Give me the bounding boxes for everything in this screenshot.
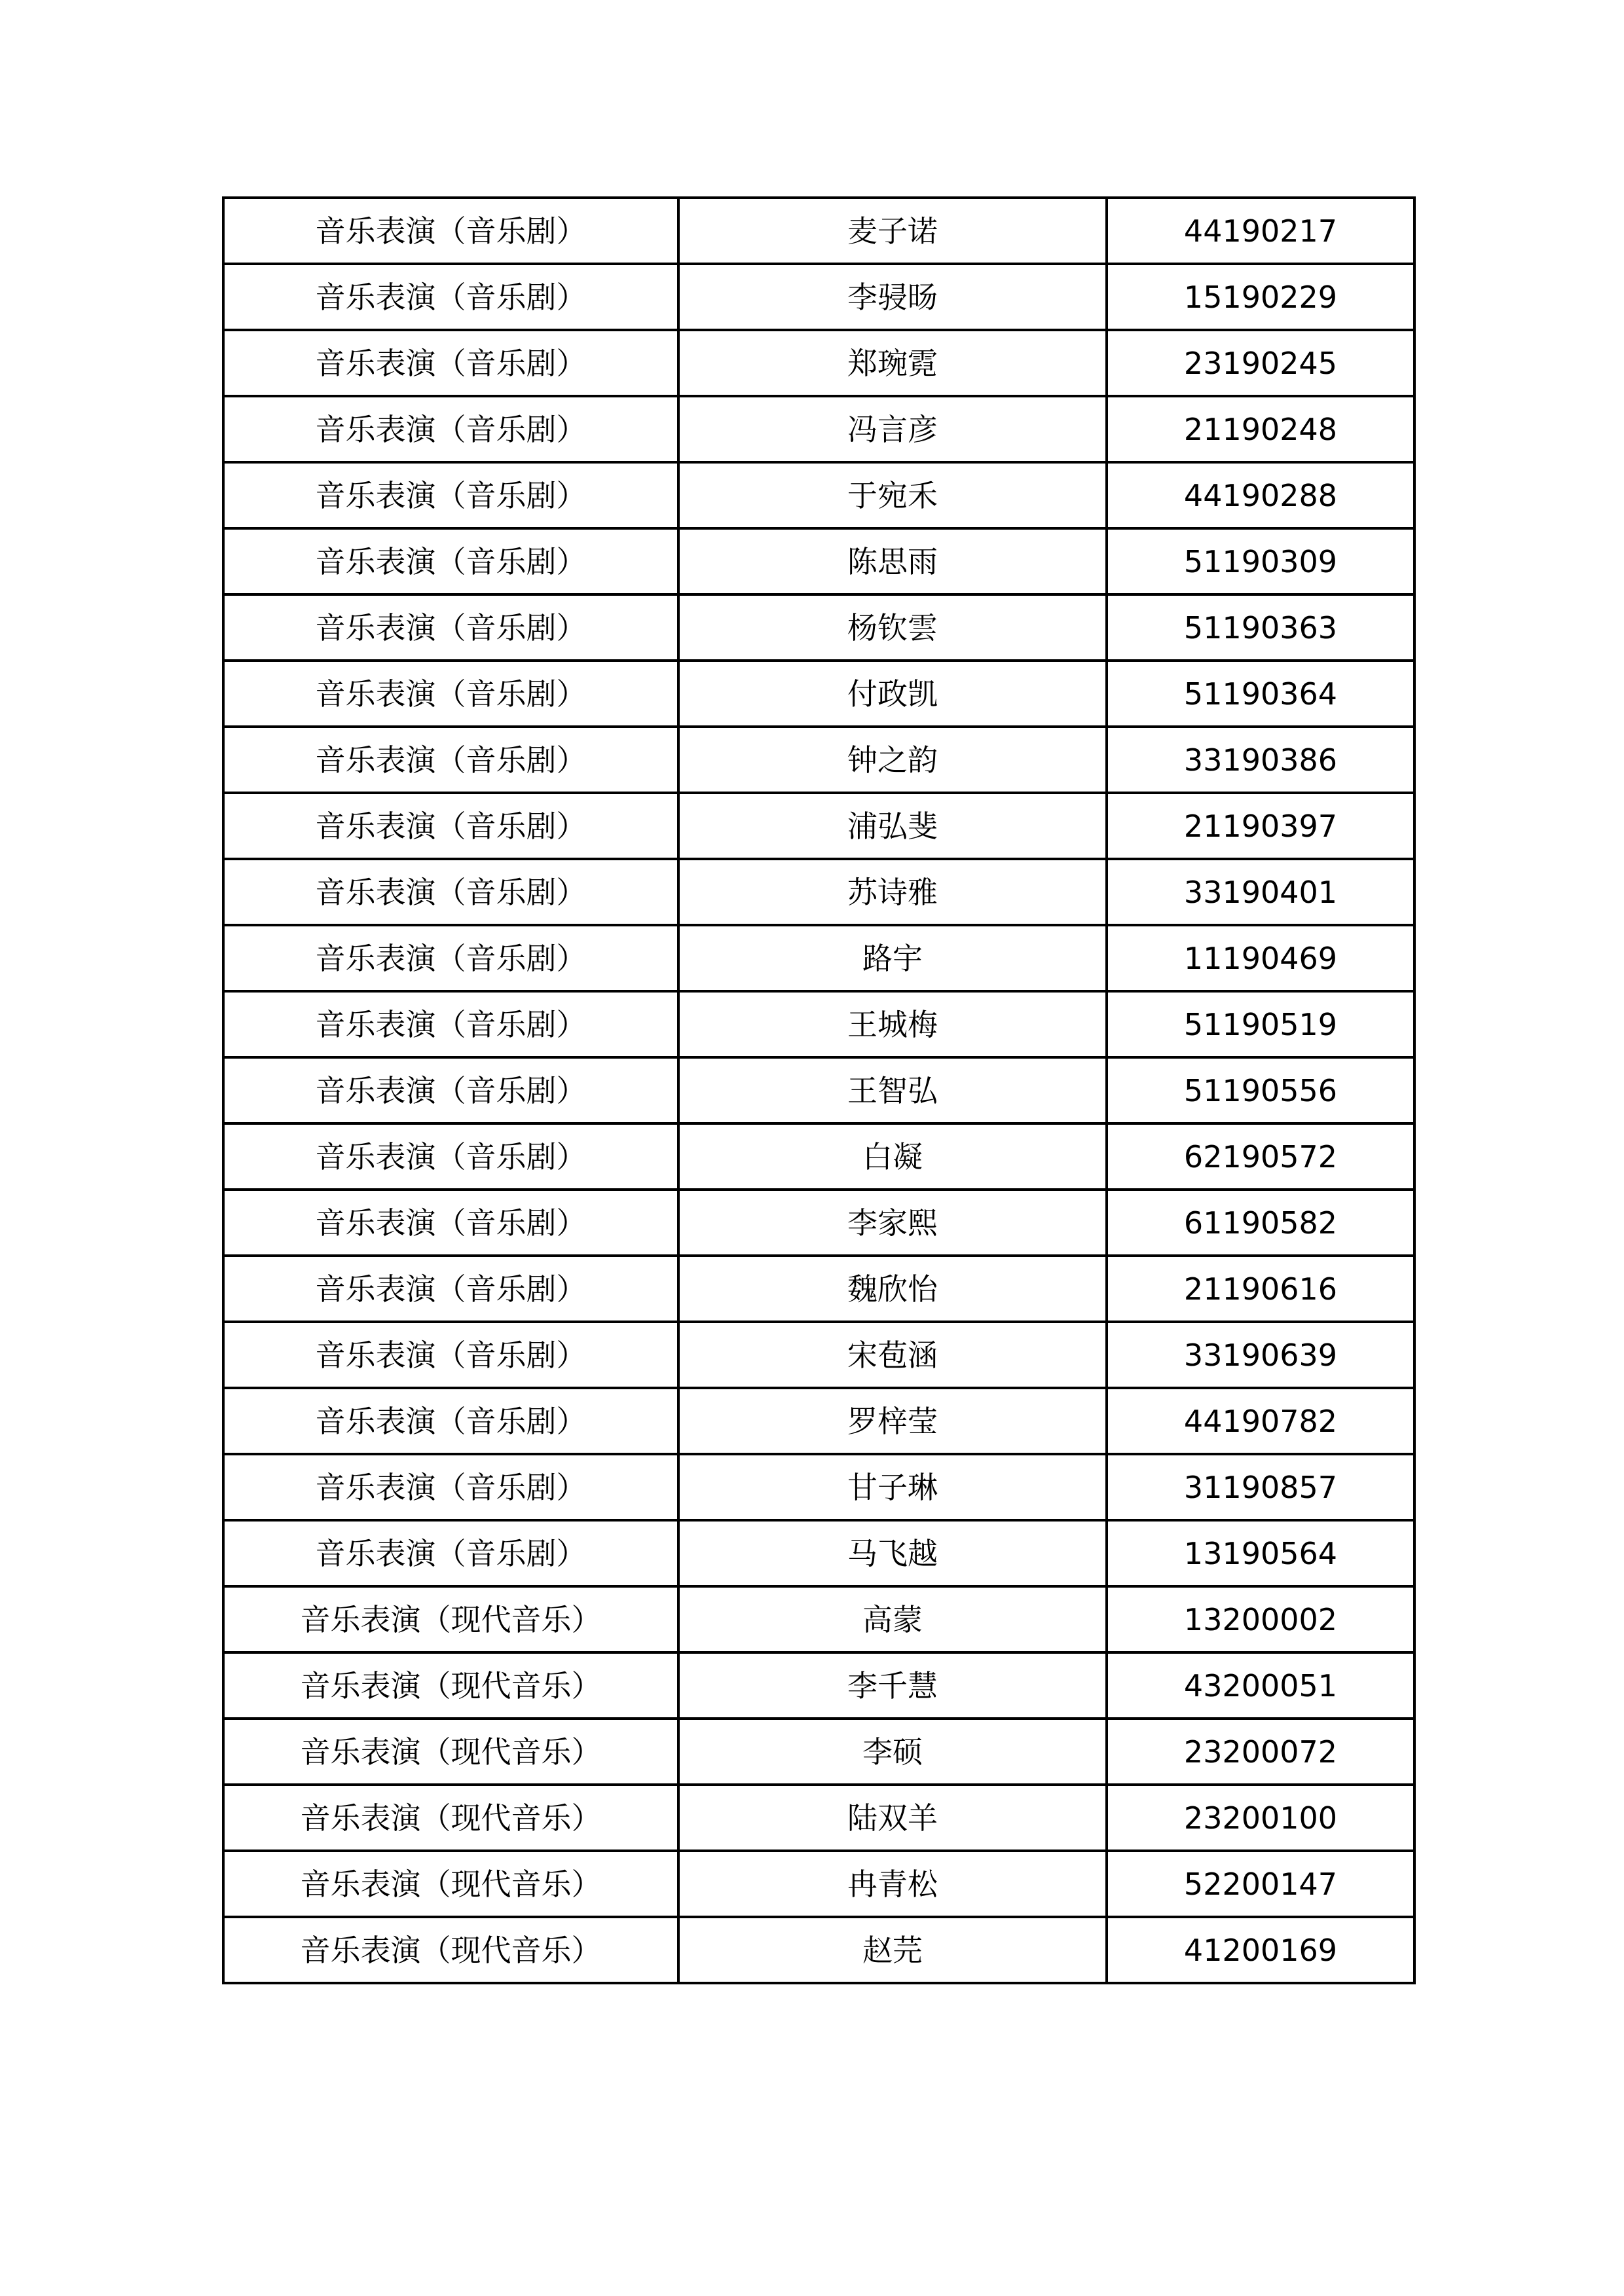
name-cell: 李骎旸 — [678, 264, 1107, 330]
id-cell: 52200147 — [1107, 1851, 1414, 1917]
id-cell: 43200051 — [1107, 1652, 1414, 1719]
name-cell: 李千慧 — [678, 1652, 1107, 1719]
major-cell: 音乐表演（音乐剧） — [223, 264, 678, 330]
name-cell: 陆双羊 — [678, 1785, 1107, 1851]
name-cell: 甘子琳 — [678, 1454, 1107, 1520]
name-cell: 麦子诺 — [678, 198, 1107, 264]
name-cell: 陈思雨 — [678, 528, 1107, 594]
id-cell: 31190857 — [1107, 1454, 1414, 1520]
major-cell: 音乐表演（现代音乐） — [223, 1719, 678, 1785]
table-row — [223, 198, 1414, 264]
table-row — [223, 264, 1414, 330]
name-cell: 路宇 — [678, 925, 1107, 991]
major-cell: 音乐表演（音乐剧） — [223, 661, 678, 727]
name-cell: 高蒙 — [678, 1586, 1107, 1652]
table-row — [223, 1785, 1414, 1851]
table-row — [223, 594, 1414, 661]
table-row — [223, 1322, 1414, 1388]
major-cell: 音乐表演（音乐剧） — [223, 594, 678, 661]
name-cell: 杨钦雲 — [678, 594, 1107, 661]
table-row — [223, 793, 1414, 859]
table-row — [223, 661, 1414, 727]
major-cell: 音乐表演（音乐剧） — [223, 859, 678, 925]
major-cell: 音乐表演（现代音乐） — [223, 1652, 678, 1719]
table-row — [223, 1057, 1414, 1123]
id-cell: 33190386 — [1107, 727, 1414, 793]
id-cell: 61190582 — [1107, 1190, 1414, 1256]
name-cell: 冯言彦 — [678, 396, 1107, 462]
table-row — [223, 528, 1414, 594]
name-cell: 马飞越 — [678, 1520, 1107, 1586]
id-cell: 51190363 — [1107, 594, 1414, 661]
name-cell: 于宛禾 — [678, 462, 1107, 528]
id-cell: 23190245 — [1107, 330, 1414, 396]
major-cell: 音乐表演（音乐剧） — [223, 1520, 678, 1586]
name-cell: 冉青松 — [678, 1851, 1107, 1917]
major-cell: 音乐表演（现代音乐） — [223, 1851, 678, 1917]
name-cell: 罗梓莹 — [678, 1388, 1107, 1454]
id-cell: 21190616 — [1107, 1256, 1414, 1322]
id-cell: 51190556 — [1107, 1057, 1414, 1123]
major-cell: 音乐表演（音乐剧） — [223, 396, 678, 462]
name-cell: 付政凯 — [678, 661, 1107, 727]
name-cell: 李家熙 — [678, 1190, 1107, 1256]
major-cell: 音乐表演（现代音乐） — [223, 1917, 678, 1983]
major-cell: 音乐表演（音乐剧） — [223, 1057, 678, 1123]
id-cell: 21190248 — [1107, 396, 1414, 462]
name-cell: 钟之韵 — [678, 727, 1107, 793]
id-cell: 13200002 — [1107, 1586, 1414, 1652]
name-cell: 苏诗雅 — [678, 859, 1107, 925]
name-cell: 魏欣怡 — [678, 1256, 1107, 1322]
name-cell: 宋苞涵 — [678, 1322, 1107, 1388]
major-cell: 音乐表演（音乐剧） — [223, 1256, 678, 1322]
table-row — [223, 1388, 1414, 1454]
id-cell: 15190229 — [1107, 264, 1414, 330]
table-row — [223, 1917, 1414, 1983]
id-cell: 44190288 — [1107, 462, 1414, 528]
id-cell: 44190217 — [1107, 198, 1414, 264]
name-cell: 白凝 — [678, 1123, 1107, 1190]
major-cell: 音乐表演（音乐剧） — [223, 925, 678, 991]
major-cell: 音乐表演（现代音乐） — [223, 1586, 678, 1652]
major-cell: 音乐表演（音乐剧） — [223, 330, 678, 396]
major-cell: 音乐表演（音乐剧） — [223, 462, 678, 528]
table-row — [223, 396, 1414, 462]
name-cell: 郑琬霓 — [678, 330, 1107, 396]
id-cell: 62190572 — [1107, 1123, 1414, 1190]
major-cell: 音乐表演（音乐剧） — [223, 198, 678, 264]
table-row — [223, 462, 1414, 528]
table-row — [223, 1851, 1414, 1917]
id-cell: 23200072 — [1107, 1719, 1414, 1785]
major-cell: 音乐表演（现代音乐） — [223, 1785, 678, 1851]
table-row — [223, 1652, 1414, 1719]
table-row — [223, 925, 1414, 991]
name-cell: 浦弘斐 — [678, 793, 1107, 859]
table-row — [223, 727, 1414, 793]
table-row — [223, 330, 1414, 396]
major-cell: 音乐表演（音乐剧） — [223, 1388, 678, 1454]
id-cell: 13190564 — [1107, 1520, 1414, 1586]
major-cell: 音乐表演（音乐剧） — [223, 793, 678, 859]
id-cell: 23200100 — [1107, 1785, 1414, 1851]
id-cell: 51190519 — [1107, 991, 1414, 1057]
table-row — [223, 1123, 1414, 1190]
name-cell: 王智弘 — [678, 1057, 1107, 1123]
id-cell: 44190782 — [1107, 1388, 1414, 1454]
table-row — [223, 1256, 1414, 1322]
major-cell: 音乐表演（音乐剧） — [223, 991, 678, 1057]
id-cell: 33190401 — [1107, 859, 1414, 925]
major-cell: 音乐表演（音乐剧） — [223, 1190, 678, 1256]
major-cell: 音乐表演（音乐剧） — [223, 1322, 678, 1388]
table-row — [223, 1520, 1414, 1586]
name-cell: 赵芫 — [678, 1917, 1107, 1983]
major-cell: 音乐表演（音乐剧） — [223, 528, 678, 594]
id-cell: 11190469 — [1107, 925, 1414, 991]
results-table-body — [223, 198, 1414, 1983]
table-row — [223, 1454, 1414, 1520]
name-cell: 王城梅 — [678, 991, 1107, 1057]
id-cell: 51190364 — [1107, 661, 1414, 727]
id-cell: 41200169 — [1107, 1917, 1414, 1983]
table-row — [223, 859, 1414, 925]
table-row — [223, 991, 1414, 1057]
major-cell: 音乐表演（音乐剧） — [223, 1454, 678, 1520]
name-cell: 李硕 — [678, 1719, 1107, 1785]
major-cell: 音乐表演（音乐剧） — [223, 727, 678, 793]
table-row — [223, 1586, 1414, 1652]
id-cell: 33190639 — [1107, 1322, 1414, 1388]
id-cell: 21190397 — [1107, 793, 1414, 859]
table-row — [223, 1719, 1414, 1785]
results-table — [222, 196, 1416, 1984]
table-row — [223, 1190, 1414, 1256]
id-cell: 51190309 — [1107, 528, 1414, 594]
major-cell: 音乐表演（音乐剧） — [223, 1123, 678, 1190]
